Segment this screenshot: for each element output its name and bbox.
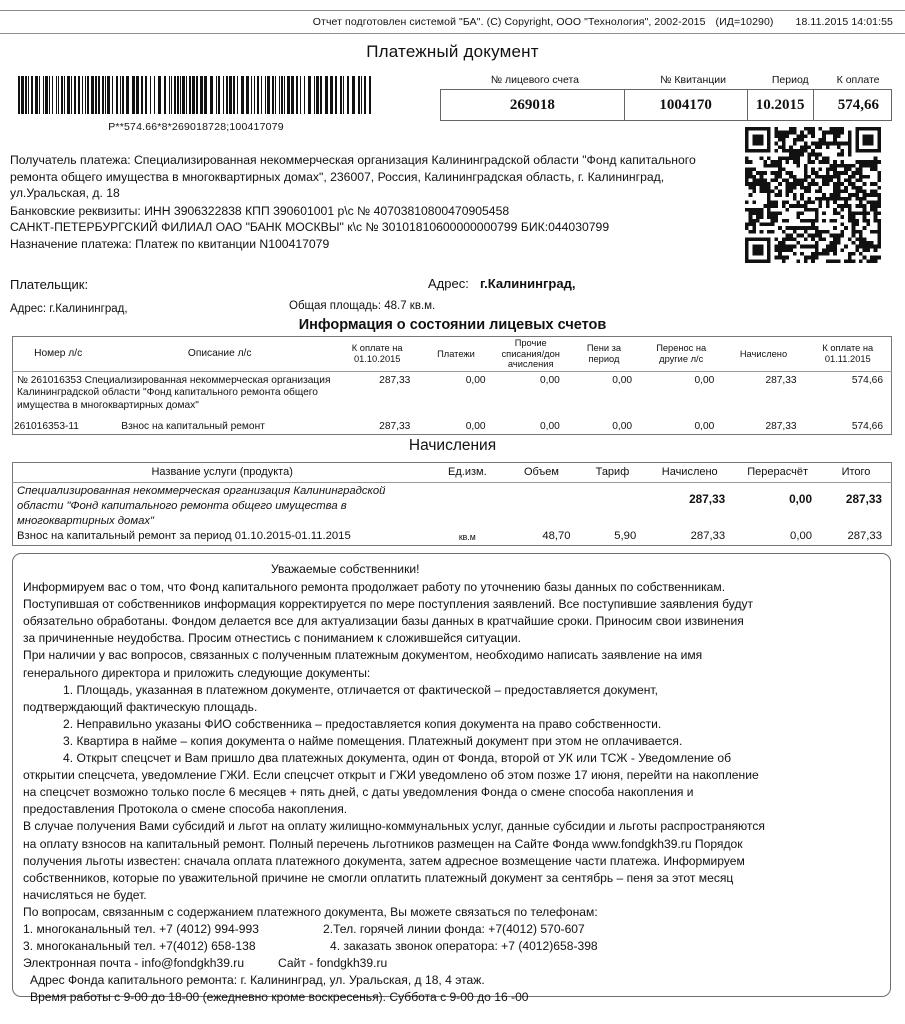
notice-p11: начисляться не будет. [23,887,147,902]
ls-row-penalty: 0,00 [612,420,633,432]
charges-header-service: Название услуги (продукта) [13,463,432,483]
notice-p7: В случае получения Вами субсидий и льгот на оплату жилищно-коммунальных услуг, данные субсидии и льготы распространяются [23,819,765,834]
notice-box [12,553,891,1005]
charges-service-name-plain: Взнос на капитальный ремонт за период 01.10.2015-01.11.2015 [17,530,351,542]
charges-header-recalc: Перерасчёт [734,463,821,483]
ls-accounts-table [12,336,892,435]
charges-total-tariff-blank [580,483,646,515]
table-row [13,371,892,418]
recipient-line-3: САНКТ-ПЕТЕРБУРГСКИЙ ФИЛИАЛ ОАО "БАНК МОСКВЫ" к\с № 30101810600000000799 БИК:044030799 [10,220,610,235]
charges-section-title: Начисления [408,437,497,454]
ls-header-transfer [640,337,722,372]
payer-address: Адрес: г.Калининград, [10,303,128,315]
charges-row-total: 287,33 [847,530,882,542]
ls-header-other-l2: списания/дон [501,348,560,359]
header-amount-due: К оплате [836,74,880,86]
report-generator-text: Отчет подготовлен системой "БА". (C) Copyright, ООО "Технология", 2002-2015 [312,16,706,28]
ls-row-paid-to: 287,33 [379,374,411,386]
charges-service-name-italic: Специализированная некоммерческая организация Калининградской области "Фонд капитального ремонта общего имущества в многоквартирных домах" [17,485,386,527]
ls-header-payments: Платежи [418,337,493,372]
ls-header-due-l2: 01.11.2015 [824,353,871,364]
notice-p2: Поступившая от собственников информация корректируется по мере поступления заявлений. Все поступившие заявления будут [23,597,754,612]
phone-1: 1. многоканальный тел. +7 (4012) 994-993 [23,921,259,936]
account-summary-header-row [440,74,892,89]
ls-header-accrued: Начислено [722,337,804,372]
ls-row-payments: 0,00 [465,374,486,386]
ls-header-paid-to-l1: К оплате на [351,343,403,354]
barcode-text: P**574.66*8*269018728;100417079 [108,121,284,133]
ls-header-transfer-l2: другие л/с [659,353,704,364]
ls-row-other: 0,00 [540,420,560,432]
ls-row-transfer: 0,00 [694,420,715,432]
notice-item-4a: 4. Открыт спецсчет и Вам пришло два платежных документа, один от Фонда, второй от УК или ТСЖ - Уведомление об [63,751,732,766]
charges-total-recalc: 0,00 [789,491,813,506]
notice-p10: собственников, которые по уважительной причине не смогли оплатить платежный документ за сентябрь – пеня за этот месяц [23,870,734,885]
charges-header-total: Итого [821,463,891,483]
ls-row-number: 261016353-11 [14,420,79,432]
charges-service-name [13,483,432,546]
phone-row-2 [23,938,880,955]
phone-4: 4. заказать звонок оператора: +7 (4012)658-398 [330,939,598,954]
working-hours: Время работы с 9-00 до 18-00 (ежедневно кроме воскресенья). Суббота с 9-00 до 16 -00 [30,990,529,1005]
ls-row-paid-to: 287,33 [379,420,411,432]
fund-address: Адрес Фонда капитального ремонта: г. Калининград, ул. Уральская, д 18, 4 этаж. [30,973,485,988]
total-area-line: Общая площадь: 48.7 кв.м. [289,300,436,312]
ls-row-transfer: 0,00 [694,374,715,386]
charges-header-unit: Ед.изм. [431,463,503,483]
ls-header-paid-to [336,337,418,372]
ls-header-paid-to-l2: 01.10.2015 [353,353,401,364]
phone-row-1 [23,921,880,938]
charges-total-row [13,483,892,515]
recipient-line-2: Банковские реквизиты: ИНН 3906322838 КПП 390601001 р\с № 40703810800470905458 [10,203,510,218]
qr-code-icon [745,127,881,263]
notice-p8: на оплату взносов на капитальный ремонт. Полный перечень льготников размещен на Сайте Фонда www.fondgkh39.ru Порядок [23,836,743,851]
ls-row-due: 574,66 [851,374,883,386]
value-period: 10.2015 [748,90,814,120]
ls-header-other [494,337,568,372]
ls-row-penalty: 0,00 [612,374,633,386]
notice-item-4c: на спецсчет возможно только после 6 месяцев + пять дней, с даты уведомления Фонда о смене способа накопления и [23,785,694,800]
value-account-number: 269018 [441,90,625,120]
ls-header-other-l3: ачисления [507,359,554,369]
notice-p5: При наличии у вас вопросов, связанных с полученным платежным документом, необходимо написать заявление на имя [23,648,703,663]
notice-item-4b: открытии спецсчета, уведомление ГЖИ. Если спецсчет открыт и ГЖИ уведомлено об этом позже 17 июня, перейти на накопление [23,768,759,783]
barcode-block [18,76,374,133]
ls-row-accrued: 287,33 [765,374,797,386]
table-row [13,418,892,435]
notice-item-2: 2. Неправильно указаны ФИО собственника – предоставляется копия документа на право собственности. [63,716,662,731]
report-id-text: (ИД=10290) [715,16,774,28]
charges-header-row [13,463,892,483]
charges-table [12,462,892,546]
notice-item-1b: подтверждающий фактическую площадь. [23,699,258,714]
ls-header-other-l1: Прочие [514,338,547,348]
charges-row-tariff: 5,90 [614,530,637,542]
barcode-icon [18,76,374,114]
contact-row [23,955,880,972]
charges-total-total: 287,33 [845,491,882,506]
ls-row-description: № 261016353 Специализированная некоммерческая организация Калининградской области "Фонд капитального ремонта общего имущества в многоквартирных домах" [17,374,331,411]
ls-row-description: Взнос на капитальный ремонт [121,420,265,432]
account-summary-value-row [440,89,892,121]
ls-header-due-l1: К оплате на [822,343,874,354]
notice-item-1a: 1. Площадь, указанная в платежном документе, отличается от фактической – предоставляется документ, [63,682,658,697]
value-amount-due: 574,66 [837,96,879,113]
ls-header-transfer-l1: Перенос на [656,343,707,354]
ls-section-title: Информация о состоянии лицевых счетов [298,317,607,333]
notice-p4: за причиненные неудобства. Просим отнестись с пониманием к сложившейся ситуации. [23,631,521,646]
website-address: Сайт - fondgkh39.ru [278,956,388,971]
phone-3: 3. многоканальный тел. +7(4012) 658-138 [23,939,256,954]
ls-row-accrued: 287,33 [765,420,797,432]
report-timestamp: 18.11.2015 14:01:55 [795,16,893,28]
account-summary-table [440,74,892,121]
charges-total-unit-blank [431,483,503,515]
charges-row-unit: кв.м [458,532,476,542]
charges-header-tariff: Тариф [580,463,646,483]
charges-header-accrued: Начислено [645,463,734,483]
notice-p1: Информируем вас о том, что Фонд капитального ремонта продолжает работу по уточнению базы данных по собственникам. [23,580,726,595]
notice-item-3: 3. Квартира в найме – копия документа о найме помещения. Платежный документ при этом не оплачивается. [63,733,683,748]
notice-p12: По вопросам, связанным с содержанием платежного документа, Вы можете связаться по телефонам: [23,904,598,919]
recipient-line-1: Получатель платежа: Специализированная некоммерческая организация Калининградской области "Фонд капитального ремонта общего имущества в многоквартирных домах", 236007, Россия, Калининградская область, г. Калининград, ул.Уральская, д. 18 [10,153,696,201]
ls-header-penalty-l1: Пени за [586,343,622,354]
report-header-bar [0,10,905,34]
charges-row-accrued: 287,33 [690,530,726,542]
charges-total-accrued: 287,33 [689,491,726,506]
phone-2: 2.Тел. горячей линии фонда: +7(4012) 570-607 [323,921,585,936]
value-receipt-number: 1004170 [625,90,748,120]
notice-heading: Уважаемые собственники! [271,562,420,576]
notice-p6: генерального директора и приложить следующие документы: [23,665,371,680]
document-title: Платежный документ [366,42,539,61]
ls-row-due: 574,66 [851,420,883,432]
header-receipt-number: № Квитанции [660,74,727,86]
notice-p9: получения льготы известен: сначала оплата платежного документа, затем адресное возмещение части платежа. Информируем [23,853,745,868]
notice-p3: обязательно обработаны. Фондом делается все для актуализации базы данных в кратчайшие сроки. Приносим свои извинения [23,614,744,629]
ls-header-penalty-l2: период [588,353,620,364]
payer-label: Плательщик: [10,277,89,292]
charges-row-volume: 48,70 [542,530,571,542]
ls-header-penalty [568,337,640,372]
ls-header-description: Описание л/с [103,337,336,372]
header-period: Период [771,74,809,86]
ls-header-due [805,337,892,372]
header-account-number: № лицевого счета [490,74,580,86]
charges-header-volume: Объем [503,463,579,483]
ls-header-number: Номер л/с [13,337,104,372]
recipient-line-4: Назначение платежа: Платеж по квитанции N100417079 [10,236,330,251]
ls-row-other: 0,00 [540,374,560,386]
ls-table-header-row [13,337,892,372]
address-label: Адрес: [428,276,469,291]
notice-item-4d: предоставления Протокола о смене способа накопления. [23,802,348,817]
recipient-block [10,152,745,253]
ls-row-payments: 0,00 [465,420,486,432]
charges-total-volume-blank [503,483,579,515]
email-address: Электронная почта - info@fondgkh39.ru [23,956,245,971]
address-value: г.Калининград, [480,276,576,291]
charges-row-recalc: 0,00 [790,530,813,542]
